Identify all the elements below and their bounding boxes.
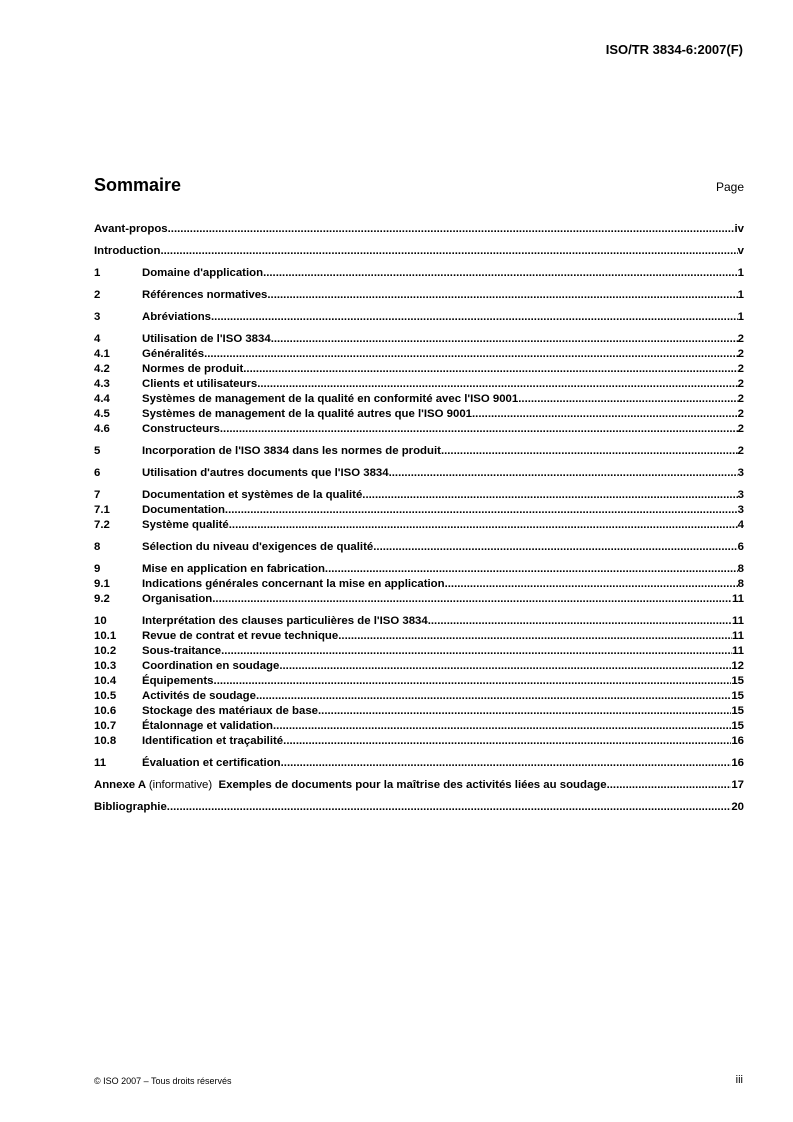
- toc-entry-page: 6: [737, 541, 744, 553]
- toc-entry[interactable]: [94, 704, 744, 719]
- dot-leader: [160, 244, 737, 259]
- toc-entry-text: Organisation: [142, 593, 213, 605]
- toc-entry[interactable]: [94, 689, 744, 704]
- dot-leader: [373, 540, 737, 555]
- toc-entry[interactable]: [94, 644, 744, 659]
- toc-entry-number: 4.6: [94, 423, 110, 435]
- toc-entry-page: 3: [737, 467, 744, 479]
- toc-entry-number: 2: [94, 289, 101, 301]
- toc-entry-text: Abréviations: [142, 311, 211, 323]
- document-identifier: ISO/TR 3834-6:2007(F): [605, 42, 743, 57]
- table-of-contents: [94, 222, 744, 815]
- toc-entry-text: Normes de produit: [142, 363, 244, 375]
- toc-entry-page: 15: [731, 705, 744, 717]
- toc-entry[interactable]: [94, 540, 744, 555]
- dot-leader: [167, 800, 732, 815]
- toc-entry-number: 9.2: [94, 593, 110, 605]
- toc-entry-number: 10: [94, 615, 107, 627]
- toc-entry-number: 10.2: [94, 645, 117, 657]
- toc-entry-number: 10.7: [94, 720, 117, 732]
- toc-entry-number: 10.4: [94, 675, 117, 687]
- toc-entry-text: Domaine d'application: [142, 267, 264, 279]
- dot-leader: [212, 592, 732, 607]
- dot-leader: [389, 466, 738, 481]
- toc-entry-page: 1: [737, 267, 744, 279]
- toc-entry-text: Avant-propos: [94, 223, 168, 235]
- toc-entry[interactable]: [94, 288, 744, 303]
- toc-entry[interactable]: [94, 244, 744, 259]
- toc-entry-number: 4.2: [94, 363, 110, 375]
- toc-entry[interactable]: [94, 444, 744, 459]
- toc-entry-text: Activités de soudage: [142, 690, 256, 702]
- toc-entry[interactable]: [94, 674, 744, 689]
- toc-entry[interactable]: [94, 392, 744, 407]
- dot-leader: [229, 518, 738, 533]
- dot-leader: [283, 734, 731, 749]
- dot-leader: [204, 347, 738, 362]
- toc-entry[interactable]: [94, 518, 744, 533]
- toc-entry-number: 10.3: [94, 660, 117, 672]
- toc-entry[interactable]: [94, 377, 744, 392]
- toc-entry-text: Système qualité: [142, 519, 229, 531]
- toc-entry-number: 7.2: [94, 519, 110, 531]
- toc-entry-text: Documentation: [142, 504, 225, 516]
- toc-entry-page: 2: [737, 408, 744, 420]
- toc-entry-page: 2: [737, 423, 744, 435]
- toc-entry-page: 3: [737, 489, 744, 501]
- toc-entry-page: v: [737, 245, 744, 257]
- toc-entry[interactable]: [94, 734, 744, 749]
- toc-entry-text: Introduction: [94, 245, 161, 257]
- toc-entry-page: 20: [731, 801, 744, 813]
- toc-entry-number: 3: [94, 311, 101, 323]
- dot-leader: [472, 407, 738, 422]
- toc-entry-number: 9: [94, 563, 101, 575]
- dot-leader: [428, 614, 732, 629]
- toc-entry[interactable]: [94, 629, 744, 644]
- toc-entry-text: Évaluation et certification: [142, 757, 281, 769]
- dot-leader: [281, 756, 732, 771]
- toc-entry-text: Bibliographie: [94, 801, 167, 813]
- dot-leader: [225, 503, 738, 518]
- dot-leader: [441, 444, 738, 459]
- toc-entry-text: Interprétation des clauses particulières de l'ISO 3834: [142, 615, 428, 627]
- toc-entry-page: 2: [737, 393, 744, 405]
- toc-entry-number: 6: [94, 467, 101, 479]
- dot-leader: [607, 778, 732, 793]
- toc-entry-number: 4: [94, 333, 101, 345]
- toc-entry[interactable]: [94, 362, 744, 377]
- toc-entry-text: Incorporation de l'ISO 3834 dans les normes de produit: [142, 445, 441, 457]
- dot-leader: [243, 362, 737, 377]
- toc-entry-page: 2: [737, 378, 744, 390]
- toc-entry-page: 2: [737, 348, 744, 360]
- toc-entry-page: 2: [737, 363, 744, 375]
- toc-entry-annex-a[interactable]: [94, 778, 744, 793]
- toc-entry[interactable]: [94, 332, 744, 347]
- toc-entry-page: 16: [731, 735, 744, 747]
- toc-entry-text: Utilisation d'autres documents que l'ISO 3834: [142, 467, 389, 479]
- toc-entry[interactable]: [94, 488, 744, 503]
- dot-leader: [263, 266, 738, 281]
- toc-entry-page: 2: [737, 445, 744, 457]
- toc-entry-number: 8: [94, 541, 101, 553]
- dot-leader: [273, 719, 731, 734]
- dot-leader: [445, 577, 738, 592]
- toc-entry-page: 4: [737, 519, 744, 531]
- toc-entry-text: Revue de contrat et revue technique: [142, 630, 339, 642]
- toc-entry[interactable]: [94, 577, 744, 592]
- toc-entry-page: 15: [731, 720, 744, 732]
- toc-entry[interactable]: [94, 756, 744, 771]
- toc-entry[interactable]: [94, 592, 744, 607]
- toc-entry-text: Stockage des matériaux de base: [142, 705, 319, 717]
- toc-entry[interactable]: [94, 659, 744, 674]
- dot-leader: [168, 222, 735, 237]
- dot-leader: [318, 704, 731, 719]
- dot-leader: [362, 488, 737, 503]
- toc-entry-text: Généralités: [142, 348, 205, 360]
- dot-leader: [267, 288, 737, 303]
- toc-entry-page: 15: [731, 675, 744, 687]
- toc-entry-text: Annexe A (informative) Exemples de documents pour la maîtrise des activités liées au soudage: [94, 779, 607, 791]
- toc-entry-page: iv: [734, 223, 744, 235]
- toc-entry-number: 4.5: [94, 408, 110, 420]
- dot-leader: [338, 629, 732, 644]
- dot-leader: [257, 377, 737, 392]
- toc-title-row: [94, 175, 744, 196]
- toc-entry-page: 11: [731, 593, 744, 605]
- toc-entry-page: 1: [737, 311, 744, 323]
- toc-entry-number: 10.8: [94, 735, 117, 747]
- toc-entry-page: 16: [731, 757, 744, 769]
- toc-entry-text: Utilisation de l'ISO 3834: [142, 333, 271, 345]
- toc-entry-page: 11: [731, 615, 744, 627]
- toc-entry-number: 5: [94, 445, 101, 457]
- dot-leader: [325, 562, 738, 577]
- toc-entry-page: 1: [737, 289, 744, 301]
- toc-entry-text: Systèmes de management de la qualité en conformité avec l'ISO 9001: [142, 393, 519, 405]
- toc-entry-number: 7.1: [94, 504, 110, 516]
- toc-entry-page: 17: [731, 779, 744, 791]
- page-title: Sommaire: [94, 175, 182, 195]
- toc-entry-page: 11: [731, 630, 744, 642]
- toc-entry-number: 4.4: [94, 393, 110, 405]
- dot-leader: [271, 332, 738, 347]
- toc-entry-text: Coordination en soudage: [142, 660, 280, 672]
- toc-entry-number: 10.5: [94, 690, 117, 702]
- toc-entry[interactable]: [94, 266, 744, 281]
- toc-entry-number: 7: [94, 489, 101, 501]
- dot-leader: [518, 392, 737, 407]
- toc-entry-text: Indications générales concernant la mise en application: [142, 578, 445, 590]
- toc-entry-text: Systèmes de management de la qualité autres que l'ISO 9001: [142, 408, 473, 420]
- toc-entry[interactable]: [94, 466, 744, 481]
- toc-entry[interactable]: [94, 310, 744, 325]
- toc-entry-text: Mise en application en fabrication: [142, 563, 325, 575]
- toc-entry-text: Équipements: [142, 675, 214, 687]
- toc-entry-number: 4.1: [94, 348, 110, 360]
- toc-entry[interactable]: [94, 562, 744, 577]
- toc-entry[interactable]: [94, 503, 744, 518]
- dot-leader: [279, 659, 731, 674]
- dot-leader: [256, 689, 731, 704]
- toc-entry[interactable]: [94, 719, 744, 734]
- page-number: iii: [735, 1074, 743, 1086]
- toc-entry-page: 8: [737, 578, 744, 590]
- page-column-label: Page: [715, 180, 744, 194]
- toc-entry-page: 12: [731, 660, 744, 672]
- toc-entry-text: Références normatives: [142, 289, 268, 301]
- toc-entry-text: Sous-traitance: [142, 645, 222, 657]
- toc-entry[interactable]: [94, 347, 744, 362]
- toc-entry-page: 2: [737, 333, 744, 345]
- dot-leader: [214, 674, 732, 689]
- copyright-notice: © ISO 2007 – Tous droits réservés: [94, 1076, 232, 1086]
- toc-entry-number: 9.1: [94, 578, 110, 590]
- toc-entry-number: 10.1: [94, 630, 117, 642]
- toc-entries: [94, 222, 744, 771]
- toc-entry-page: 11: [731, 645, 744, 657]
- toc-entry-number: 11: [94, 757, 107, 769]
- toc-entry-text: Documentation et systèmes de la qualité: [142, 489, 363, 501]
- dot-leader: [221, 644, 732, 659]
- toc-entry-bibliography[interactable]: [94, 800, 744, 815]
- dot-leader: [211, 310, 738, 325]
- toc-entry-page: 8: [737, 563, 744, 575]
- toc-entry-number: 10.6: [94, 705, 117, 717]
- toc-entry-text: Identification et traçabilité: [142, 735, 284, 747]
- toc-entry-page: 3: [737, 504, 744, 516]
- toc-entry-text: Clients et utilisateurs: [142, 378, 258, 390]
- toc-entry-number: 4.3: [94, 378, 110, 390]
- toc-entry[interactable]: [94, 222, 744, 237]
- dot-leader: [220, 422, 738, 437]
- toc-entry-page: 15: [731, 690, 744, 702]
- toc-entry-text: Constructeurs: [142, 423, 220, 435]
- toc-entry-text: Sélection du niveau d'exigences de qualité: [142, 541, 374, 553]
- toc-entry[interactable]: [94, 407, 744, 422]
- toc-entry[interactable]: [94, 614, 744, 629]
- toc-entry-text: Étalonnage et validation: [142, 720, 274, 732]
- toc-entry[interactable]: [94, 422, 744, 437]
- toc-entry-number: 1: [94, 267, 101, 279]
